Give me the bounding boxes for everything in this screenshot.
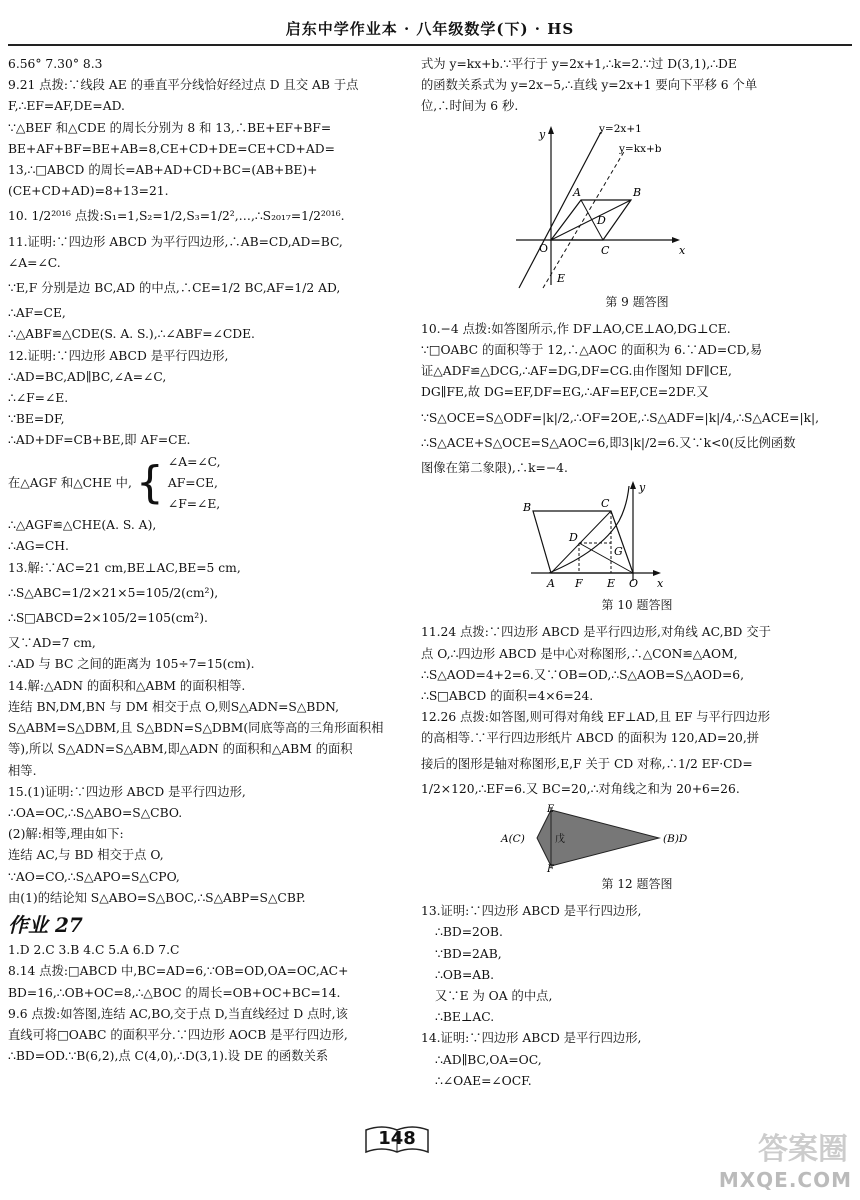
brace-line: AF=CE, [167,475,218,490]
text-line: 直线可将□OABC 的面积平分.∵四边形 AOCB 是平行四边形, [8,1027,348,1042]
page-number-badge [364,1124,430,1154]
text-line: (CE+CD+AD)=8+13=21. [8,184,169,199]
brace-line: ∠A=∠C, [167,454,221,469]
label-x: x [657,577,664,591]
y-axis-arrow [548,126,554,134]
label-c: C [601,243,610,257]
text-line: 位,∴时间为 6 秒. [421,99,519,114]
text-line: 11.24 点拨:∵四边形 ABCD 是平行四边形,对角线 AC,BD 交于 [421,625,771,640]
text-line: 6.56° 7.30° 8.3 [8,57,103,71]
label-c: C [601,497,610,511]
diagonal-ob [551,200,631,240]
text-line: ∵□OABC 的面积等于 12,∴△AOC 的面积为 6.∵AD=CD,易 [421,343,763,358]
text-line: 12.26 点拨:如答图,则可得对角线 EF⊥AD,且 EF 与平行四边形 [421,710,771,725]
label-a: A [573,185,581,199]
label-o: O [629,577,639,591]
text-line: ∵BD=2AB, [435,946,502,961]
x-axis-arrow [672,237,680,243]
text-line: F,∴EF=AF,DE=AD. [8,99,125,114]
text-line: 14.解:△ADN 的面积和△ABM 的面积相等. [8,678,246,693]
parallelogram-oabc [533,511,633,573]
text-line: ∴S△ABC=1/2×21×5=105/2(cm²), [8,585,219,600]
text-line: ∵△BEF 和△CDE 的周长分别为 8 和 13,∴BE+EF+BF= [8,120,332,135]
text-line: 证△ADF≌△DCG,∴AF=DG,DF=CG.由作图知 DF∥CE, [421,364,732,379]
figure-caption: 第 10 题答图 [601,598,673,613]
text-line: 的高相等.∵平行四边形纸片 ABCD 的面积为 120,AD=20,拼 [421,731,760,746]
figure-9-diagram [421,120,853,290]
text-line: DG∥FE,故 DG=EF,DF=EG,∴AF=EF,CE=2DF.又 [421,385,709,400]
label-a: A [547,577,555,591]
label-b-d: (B)D [663,833,688,846]
text-line: ∴BD=OD.∵B(6,2),点 C(4,0),∴D(3,1).设 DE 的函数关系 [8,1049,329,1064]
text-line: ∴△ABF≌△CDE(S. A. S.),∴∠ABF=∠CDE. [8,327,255,342]
label-a-c: A(C) [501,833,525,846]
text-line: ∴S□ABCD 的面积=4×6=24. [421,689,594,704]
brace-prefix: 在△AGF 和△CHE 中, [8,475,132,490]
figure-12-diagram [421,804,853,872]
text-line: ∵E,F 分别是边 BC,AD 的中点,∴CE=1/2 BC,AF=1/2 AD, [8,281,341,296]
label-o: O [539,241,549,255]
header-title: 启东中学作业本 · 八年级数学(下) · HS [285,20,575,38]
line-od [579,543,633,573]
text-line: 8.14 点拨:□ABCD 中,BC=AD=6,∵OB=OD,OA=OC,AC+ [8,964,349,979]
text-line: 连结 BN,DM,BN 与 DM 相交于点 O,则S△ADN=S△BDN, [8,699,340,714]
text-line: 11.证明:∵四边形 ABCD 为平行四边形,∴AB=CD,AD=BC, [8,234,343,249]
text-line: BE+AF+BF=BE+AB=8,CE+CD+DE=CE+CD+AD= [8,141,335,156]
text-line: ∴S△AOD=4+2=6.又∵OB=OD,∴S△AOB=S△AOD=6, [421,667,744,682]
brace-symbol: { [135,457,164,509]
text-line: ∴△AGF≌△CHE(A. S. A), [8,518,157,533]
text-line: ∵S△OCE=S△ODF=|k|/2,∴OF=2OE,∴S△ADF=|k|/4,∴S△ACE=|k|, [421,410,820,425]
watermark [706,1126,856,1196]
text-line: ∵BE=DF, [8,412,65,427]
text-line: 的函数关系式为 y=2x−5,∴直线 y=2x+1 要向下平移 6 个单 [421,78,758,93]
text-line: ∴AD+DF=CB+BE,即 AF=CE. [8,433,191,448]
text-line: 接后的图形是轴对称图形,E,F 关于 CD 对称,∴1/2 EF·CD= [421,756,753,771]
label-e: E [607,577,616,591]
text-line: ∴AF=CE, [8,306,66,321]
text-line: 9.6 点拨:如答图,连结 AC,BO,交于点 D,当直线经过 D 点时,该 [8,1006,348,1021]
label-line1: y=2x+1 [599,122,642,135]
text-line: 又∵E 为 OA 的中点, [435,989,553,1004]
text-line: ∴AD=BC,AD∥BC,∠A=∠C, [8,369,167,384]
label-b: B [523,501,532,515]
section-title: 作业 27 [8,912,83,937]
text-line: 图像在第二象限),∴k=−4. [421,461,568,476]
text-line: ∴BD=2OB. [435,925,503,940]
text-line: ∠A=∠C. [8,255,61,270]
page-header [0,0,860,44]
text-line: 14.证明:∵四边形 ABCD 是平行四边形, [421,1031,642,1046]
text-line: ∴S△ACE+S△OCE=S△AOC=6,即3|k|/2=6.又∵k<0(反比例函数 [421,435,796,450]
text-line: 连结 AC,与 BD 相交于点 O, [8,848,164,863]
label-b: B [633,185,642,199]
figure-caption: 第 12 题答图 [601,877,673,892]
label-e: E [547,804,555,816]
kite-shape [537,810,551,866]
text-line: 由(1)的结论知 S△ABO=S△BOC,∴S△ABP=S△CBP. [8,890,306,905]
brace-lines [168,452,221,516]
text-line: 1/2×120,∴EF=6.又 BC=20,∴对角线之和为 20+6=26. [421,781,740,796]
congruence-conditions [8,452,406,516]
text-line: ∴S□ABCD=2×105/2=105(cm²). [8,611,208,626]
text-line: 12.证明:∵四边形 ABCD 是平行四边形, [8,348,229,363]
label-d: D [597,213,606,227]
figure-caption: 第 9 题答图 [605,294,669,309]
text-line: ∴∠OAE=∠OCF. [435,1073,532,1088]
text-line: ∴∠F=∠E. [8,391,69,406]
figure-10-diagram [421,481,853,593]
text-line: 点 O,∴四边形 ABCD 是中心对称图形,∴△CON≌△AOM, [421,646,738,661]
text-line: 13.解:∵AC=21 cm,BE⊥AC,BE=5 cm, [8,560,241,575]
text-line: ∴OA=OC,∴S△ABO=S△CBO. [8,805,183,820]
text-line: 9.21 点拨:∵线段 AE 的垂直平分线恰好经过点 D 且交 AB 于点 [8,78,359,93]
watermark-text: MXQE.COM [718,1168,852,1192]
text-line: ∴BE⊥AC. [435,1010,495,1025]
label-y: y [639,481,646,495]
left-column [8,54,406,1067]
text-line: 13.证明:∵四边形 ABCD 是平行四边形, [421,904,642,919]
text-line: BD=16,∴OB+OC=8,∴△BOC 的周长=OB+OC+BC=14. [8,985,341,1000]
header-rule [8,44,852,46]
text-line: 等),所以 S△ADN=S△ABM,即△ADN 的面积和△ABM 的面积 [8,742,353,757]
label-x: x [679,243,686,257]
text-line: ∴AD∥BC,OA=OC, [435,1052,542,1067]
watermark-logo: 答案圈 [758,1132,848,1167]
text-line: 1.D 2.C 3.B 4.C 5.A 6.D 7.C [8,943,180,958]
page-number: 148 [378,1128,416,1149]
brace-line: ∠F=∠E, [167,497,221,512]
text-line: 相等. [8,763,37,778]
text-line: 13,∴□ABCD 的周长=AB+AD+CD+BC=(AB+BE)+ [8,163,318,178]
label-e: E [557,271,566,285]
x-axis-arrow [653,570,661,576]
text-line: (2)解:相等,理由如下: [8,827,124,842]
y-axis-arrow [630,481,636,489]
text-line: ∴AD 与 BC 之间的距离为 105÷7=15(cm). [8,657,255,672]
right-column [421,54,853,1092]
text-line: 15.(1)证明:∵四边形 ABCD 是平行四边形, [8,784,246,799]
text-line: ∵AO=CO,∴S△APO=S△CPO, [8,869,180,884]
text-line: 10. 1/2²⁰¹⁶ 点拨:S₁=1,S₂=1/2,S₃=1/2²,…,∴S₂₀₁₇=1/2²⁰¹⁶. [8,209,345,224]
line-y-2x-plus-1 [519,132,601,288]
text-line: 10.−4 点拨:如答图所示,作 DF⊥AO,CE⊥AO,DG⊥CE. [421,321,731,336]
label-d: D [569,531,578,545]
label-f: F [575,577,583,591]
label-f: F [547,864,554,873]
text-line: ∴OB=AB. [435,967,495,982]
label-inner: 戊 [555,834,565,846]
kite-right [551,810,659,866]
text-line: 又∵AD=7 cm, [8,636,96,651]
label-g: G [614,545,623,559]
text-line: S△ABM=S△DBM,且 S△BDN=S△DBM(同底等高的三角形面积相 [8,721,384,736]
text-line: ∴AG=CH. [8,539,69,554]
label-y: y [539,127,546,141]
label-line2: y=kx+b [619,142,662,155]
text-line: 式为 y=kx+b.∵平行于 y=2x+1,∴k=2.∵过 D(3,1),∴DE [421,57,737,71]
